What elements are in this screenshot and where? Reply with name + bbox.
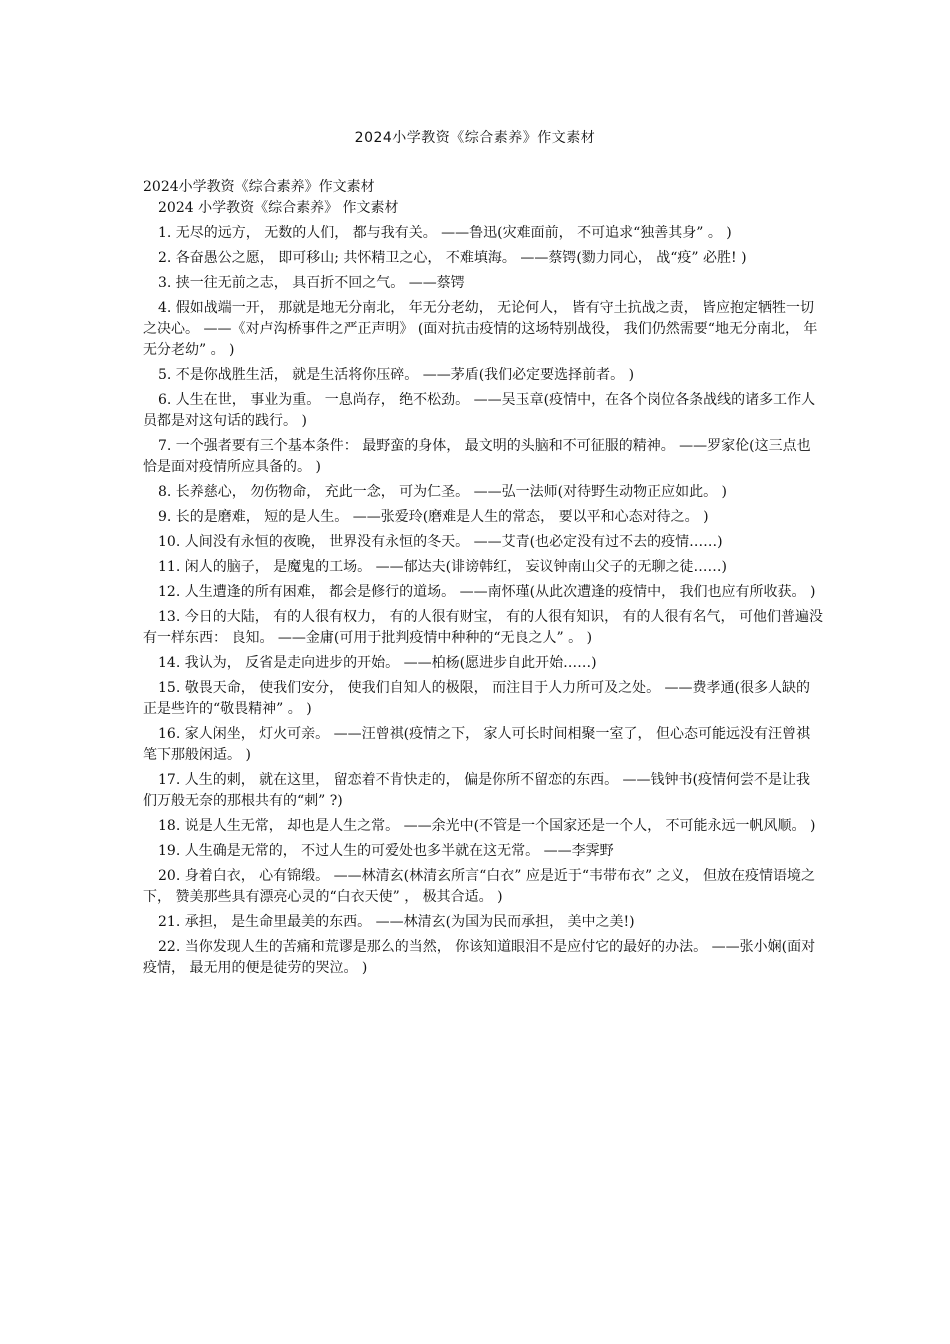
page-title: 2024小学教资《综合素养》作文素材 (354, 130, 596, 146)
quote-item-10: 10. 人间没有永恒的夜晚， 世界没有永恒的冬天。 ——艾青(也必定没有过不去的疫情……) (158, 534, 723, 550)
document-subtitle-secondary: 2024 小学教资《综合素养》 作文素材 (158, 200, 399, 216)
document-body (143, 177, 823, 979)
quote-item-18: 18. 说是人生无常， 却也是人生之常。 ——余光中(不管是一个国家还是一个人， 不可能永远一帆风顺。 ) (158, 818, 816, 834)
quote-item-14: 14. 我认为， 反省是走向进步的开始。 ——柏杨(愿进步自此开始……) (158, 655, 597, 671)
quote-item-9: 9. 长的是磨难， 短的是人生。 ——张爱玲(磨难是人生的常态， 要以平和心态对待之。 ) (158, 509, 709, 525)
quote-item-4: 4. 假如战端一开， 那就是地无分南北， 年无分老幼， 无论何人， 皆有守土抗战之责， 皆应抱定牺牲一切之决心。 ——《对卢沟桥事件之严正声明》 (面对抗击疫情的这场特别战役， 我们仍然需要“地无分南北， 年无分老幼” 。 ) (143, 300, 818, 358)
quote-item-22: 22. 当你发现人生的苦痛和荒谬是那么的当然， 你该知道眼泪不是应付它的最好的办法。 ——张小娴(面对疫情， 最无用的便是徒劳的哭泣。 ) (143, 939, 816, 976)
quote-item-21: 21. 承担， 是生命里最美的东西。 ——林清玄(为国为民而承担， 美中之美!) (158, 914, 635, 930)
quote-item-2: 2. 各奋愚公之愿， 即可移山; 共怀精卫之心， 不难填海。 ——蔡锷(勠力同心， 战“疫” 必胜! ) (158, 250, 747, 266)
quote-item-16: 16. 家人闲坐， 灯火可亲。 ——汪曾祺(疫情之下， 家人可长时间相聚一室了， 但心态可能远没有汪曾祺笔下那般闲适。 ) (143, 726, 810, 763)
quote-item-3: 3. 挟一往无前之志， 具百折不回之气。 ——蔡锷 (158, 275, 465, 291)
quote-item-11: 11. 闲人的脑子， 是魔鬼的工场。 ——郁达夫(诽谤韩红， 妄议钟南山父子的无聊之徒……) (158, 559, 727, 575)
quote-item-12: 12. 人生遭逢的所有困难， 都会是修行的道场。 ——南怀瑾(从此次遭逢的疫情中， 我们也应有所收获。 ) (158, 584, 816, 600)
quote-item-20: 20. 身着白衣， 心有锦缎。 ——林清玄(林清玄所言“白衣” 应是近于“韦带布衣” 之义， 但放在疫情语境之下， 赞美那些具有漂亮心灵的“白衣天使” ， 极其合适。 ) (143, 868, 816, 905)
quote-item-5: 5. 不是你战胜生活， 就是生活将你压碎。 ——茅盾(我们必定要选择前者。 ) (158, 367, 635, 383)
quote-item-17: 17. 人生的刺， 就在这里， 留恋着不肯快走的， 偏是你所不留恋的东西。 ——钱钟书(疫情何尝不是让我们万般无奈的那根共有的“刺” ?) (143, 772, 810, 809)
quote-item-1: 1. 无尽的远方， 无数的人们， 都与我有关。 ——鲁迅(灾难面前， 不可追求“独善其身” 。 ) (158, 225, 732, 241)
document-subtitle: 2024小学教资《综合素养》作文素材 (143, 179, 375, 195)
quote-item-13: 13. 今日的大陆， 有的人很有权力， 有的人很有财宝， 有的人很有知识， 有的人很有名气， 可他们普遍没有一样东西： 良知。 ——金庸(可用于批判疫情中种种的“无良之人” 。 ) (143, 609, 823, 646)
quote-item-6: 6. 人生在世， 事业为重。 一息尚存， 绝不松劲。 ——吴玉章(疫情中，在各个岗位各条战线的诸多工作人员都是对这句话的践行。 ) (143, 392, 816, 429)
quote-item-15: 15. 敬畏天命， 使我们安分， 使我们自知人的极限， 而注目于人力所可及之处。 ——费孝通(很多人缺的正是些许的“敬畏精神” 。 ) (143, 680, 810, 717)
quote-item-8: 8. 长养慈心， 勿伤物命， 充此一念， 可为仁圣。 ——弘一法师(对待野生动物正应如此。 ) (158, 484, 727, 500)
quote-item-7: 7. 一个强者要有三个基本条件： 最野蛮的身体， 最文明的头脑和不可征服的精神。 ——罗家伦(这三点也恰是面对疫情所应具备的。 ) (143, 438, 811, 475)
quote-item-19: 19. 人生确是无常的， 不过人生的可爱处也多半就在这无常。 ——李霁野 (158, 843, 614, 859)
